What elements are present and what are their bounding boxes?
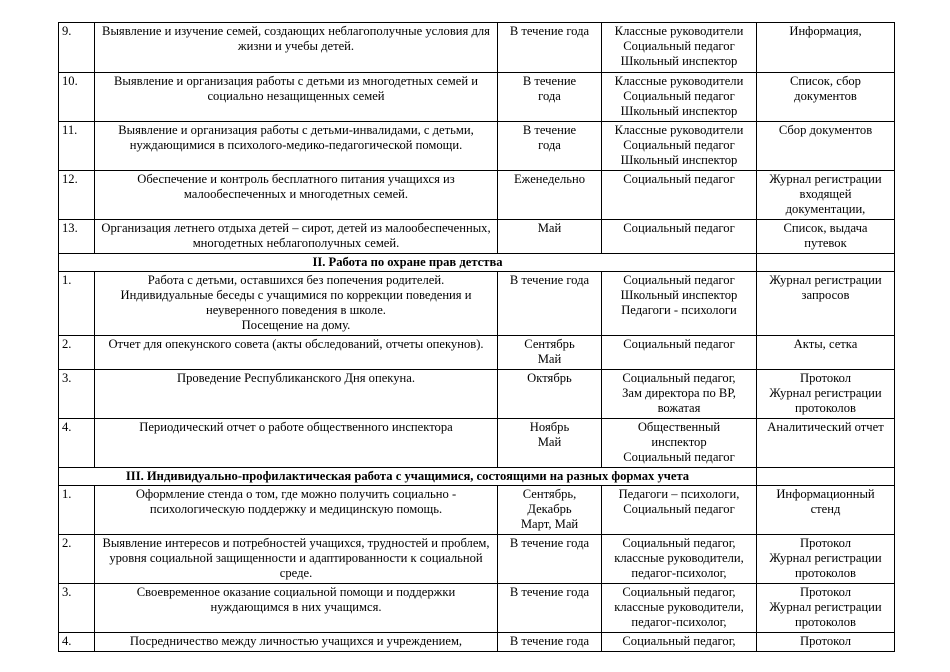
cell-num: 1. (59, 486, 95, 535)
cell-result: Протокол (757, 633, 895, 652)
cell-task: Посредничество между личностью учащихся и учреждением, (95, 633, 498, 652)
table-row (59, 633, 895, 652)
cell-num: 2. (59, 336, 95, 370)
section-2-title: II. Работа по охране прав детства (59, 254, 757, 272)
cell-when: В течение года (498, 73, 602, 122)
cell-who: Социальный педагог, классные руководители, педагог-психолог, (602, 535, 757, 584)
cell-when: В течение года (498, 633, 602, 652)
cell-result: Информация, (757, 23, 895, 73)
cell-num: 4. (59, 633, 95, 652)
cell-task: Организация летнего отдыха детей – сирот, детей из малообеспеченных, многодетных неблагополучных семей. (95, 220, 498, 254)
cell-task: Периодический отчет о работе общественного инспектора (95, 419, 498, 468)
table-row (59, 220, 895, 254)
cell-when: Сентябрь, Декабрь Март, Май (498, 486, 602, 535)
cell-who: Социальный педагог, Зам директора по ВР, вожатая (602, 370, 757, 419)
cell-who: Социальный педагог Школьный инспектор Педагоги - психологи (602, 272, 757, 336)
cell-who: Социальный педагог, классные руководители, педагог-психолог, (602, 584, 757, 633)
group-2-body (59, 272, 895, 468)
table-row (59, 336, 895, 370)
cell-task: Оформление стенда о том, где можно получить социально - психологическую поддержку и медицинскую помощь. (95, 486, 498, 535)
cell-when: Октябрь (498, 370, 602, 419)
cell-when: Сентябрь Май (498, 336, 602, 370)
cell-when: Еженедельно (498, 171, 602, 220)
cell-num: 13. (59, 220, 95, 254)
cell-task: Выявление интересов и потребностей учащихся, трудностей и проблем, уровня социальной защищенности и адаптированности к социальной среде. (95, 535, 498, 584)
cell-num: 12. (59, 171, 95, 220)
cell-result: Список, сбор документов (757, 73, 895, 122)
table-row (59, 23, 895, 73)
cell-task: Отчет для опекунского совета (акты обследований, отчеты опекунов). (95, 336, 498, 370)
table-row (59, 272, 895, 336)
cell-result: Протокол Журнал регистрации протоколов (757, 584, 895, 633)
cell-num: 10. (59, 73, 95, 122)
section-3-header-row (59, 468, 895, 486)
cell-num: 3. (59, 584, 95, 633)
cell-result: Информационный стенд (757, 486, 895, 535)
work-plan-table (58, 22, 895, 652)
cell-when: В течение года (498, 584, 602, 633)
section-3-title: III. Индивидуально-профилактическая работа с учащимися, состоящими на разных формах учета (59, 468, 757, 486)
cell-who: Социальный педагог, (602, 633, 757, 652)
cell-result: Журнал регистрации входящей документации, (757, 171, 895, 220)
cell-who: Педагоги – психологи, Социальный педагог (602, 486, 757, 535)
cell-num: 11. (59, 122, 95, 171)
table-row (59, 370, 895, 419)
table-row (59, 171, 895, 220)
cell-who: Социальный педагог (602, 220, 757, 254)
cell-task: Работа с детьми, оставшихся без попечения родителей. Индивидуальные беседы с учащимися по коррекции поведения и неуверенного поведения в школе. Посещение на дому. (95, 272, 498, 336)
cell-task: Выявление и изучение семей, создающих неблагополучные условия для жизни и учебы детей. (95, 23, 498, 73)
section-2-header-row (59, 254, 895, 272)
cell-task: Выявление и организация работы с детьми-инвалидами, с детьми, нуждающимися в психолого-медико-педагогической помощи. (95, 122, 498, 171)
section-3-empty-cell (757, 468, 895, 486)
cell-when: Ноябрь Май (498, 419, 602, 468)
cell-result: Список, выдача путевок (757, 220, 895, 254)
table-row (59, 486, 895, 535)
cell-result: Протокол Журнал регистрации протоколов (757, 370, 895, 419)
table-row (59, 73, 895, 122)
group-1-body (59, 23, 895, 254)
table-row (59, 584, 895, 633)
cell-result: Протокол Журнал регистрации протоколов (757, 535, 895, 584)
cell-when: В течение года (498, 23, 602, 73)
cell-task: Своевременное оказание социальной помощи и поддержки нуждающимся в них учащимся. (95, 584, 498, 633)
cell-num: 4. (59, 419, 95, 468)
cell-when: Май (498, 220, 602, 254)
cell-when: В течение года (498, 122, 602, 171)
cell-task: Обеспечение и контроль бесплатного питания учащихся из малообеспеченных и многодетных семей. (95, 171, 498, 220)
cell-who: Классные руководители Социальный педагог Школьный инспектор (602, 73, 757, 122)
cell-who: Классные руководители Социальный педагог Школьный инспектор (602, 23, 757, 73)
cell-when: В течение года (498, 535, 602, 584)
section-2-empty-cell (757, 254, 895, 272)
cell-result: Сбор документов (757, 122, 895, 171)
cell-result: Акты, сетка (757, 336, 895, 370)
cell-who: Социальный педагог (602, 336, 757, 370)
cell-who: Классные руководители Социальный педагог Школьный инспектор (602, 122, 757, 171)
cell-result: Аналитический отчет (757, 419, 895, 468)
cell-num: 3. (59, 370, 95, 419)
cell-who: Социальный педагог (602, 171, 757, 220)
table-row (59, 122, 895, 171)
cell-result: Журнал регистрации запросов (757, 272, 895, 336)
cell-when: В течение года (498, 272, 602, 336)
cell-num: 2. (59, 535, 95, 584)
cell-num: 1. (59, 272, 95, 336)
cell-who: Общественный инспектор Социальный педагог (602, 419, 757, 468)
cell-task: Проведение Республиканского Дня опекуна. (95, 370, 498, 419)
table-row (59, 535, 895, 584)
cell-task: Выявление и организация работы с детьми из многодетных семей и социально незащищенных семей (95, 73, 498, 122)
group-3-body (59, 486, 895, 652)
table-row (59, 419, 895, 468)
cell-num: 9. (59, 23, 95, 73)
